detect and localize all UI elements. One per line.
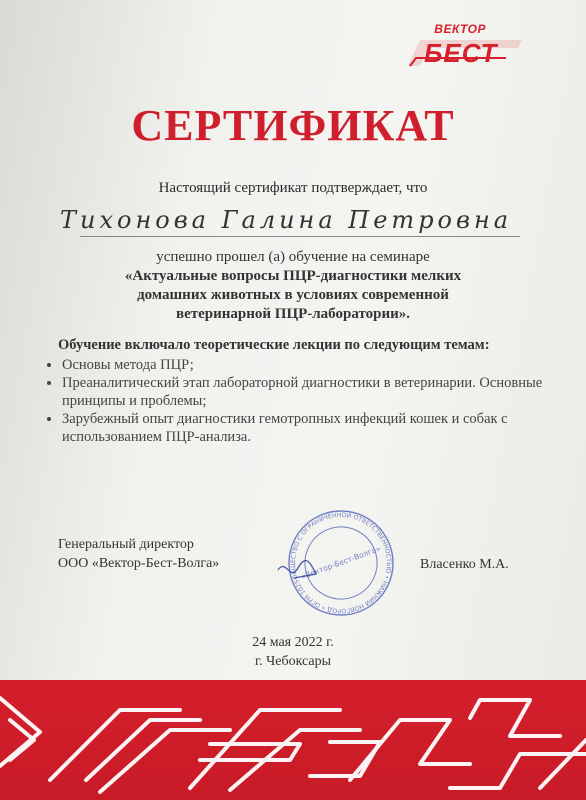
topics-heading: Обучение включало теоретические лекции по следующим темам: (58, 337, 490, 353)
decorative-lines-icon (0, 680, 586, 800)
vector-best-logo (404, 18, 524, 76)
seminar-line-2: «Актуальные вопросы ПЦР-диагностики мелких (124, 268, 462, 284)
seminar-line-1: успешно прошел (а) обучение на семинаре (156, 249, 430, 265)
issue-date: 24 мая 2022 г. (252, 635, 334, 650)
date-block (0, 633, 586, 671)
director-org: ООО «Вектор-Бест-Волга» (58, 556, 220, 571)
company-stamp (276, 508, 406, 618)
name-underline (80, 236, 520, 237)
stamp-ring-text: ОБЩЕСТВО С ОГРАНИЧЕННОЙ ОТВЕТСТВЕННОСТЬЮ • НИЖНИЙ НОВГОРОД • ОГРН 1025203017064 (289, 511, 393, 615)
stamp-center-text: «Вектор-Бест-Волга» (299, 543, 382, 582)
signer-name: Власенко М.А. (420, 557, 509, 572)
seminar-line-4: ветеринарной ПЦР-лаборатории». (175, 306, 410, 322)
certificate-title: СЕРТИФИКАТ (131, 101, 455, 150)
list-item: • Преаналитический этап лабораторной диагностики в ветеринарии. Основные принципы и проблемы; (62, 374, 562, 410)
topics-list (48, 356, 562, 446)
seminar-block (0, 248, 586, 324)
decorative-red-band (0, 680, 586, 800)
recipient-name: Тихонова Галина Петровна (60, 206, 513, 234)
logo-main (406, 36, 524, 66)
list-item: • Основы метода ПЦР; (62, 356, 562, 374)
issue-city: г. Чебоксары (254, 654, 332, 669)
list-item: • Зарубежный опыт диагностики гемотропных инфекций кошек и собак с использованием ПЦР-анализа. (62, 410, 562, 446)
logo-main-text: БЕСТ (424, 38, 498, 68)
confirm-text: Настоящий сертификат подтверждает, что (158, 180, 428, 196)
director-title: Генеральный директор (58, 537, 194, 552)
director-block (58, 535, 219, 573)
seminar-line-3: домашних животных в условиях современной (137, 287, 449, 303)
logo-top-text: ВЕКТОР (434, 22, 486, 36)
